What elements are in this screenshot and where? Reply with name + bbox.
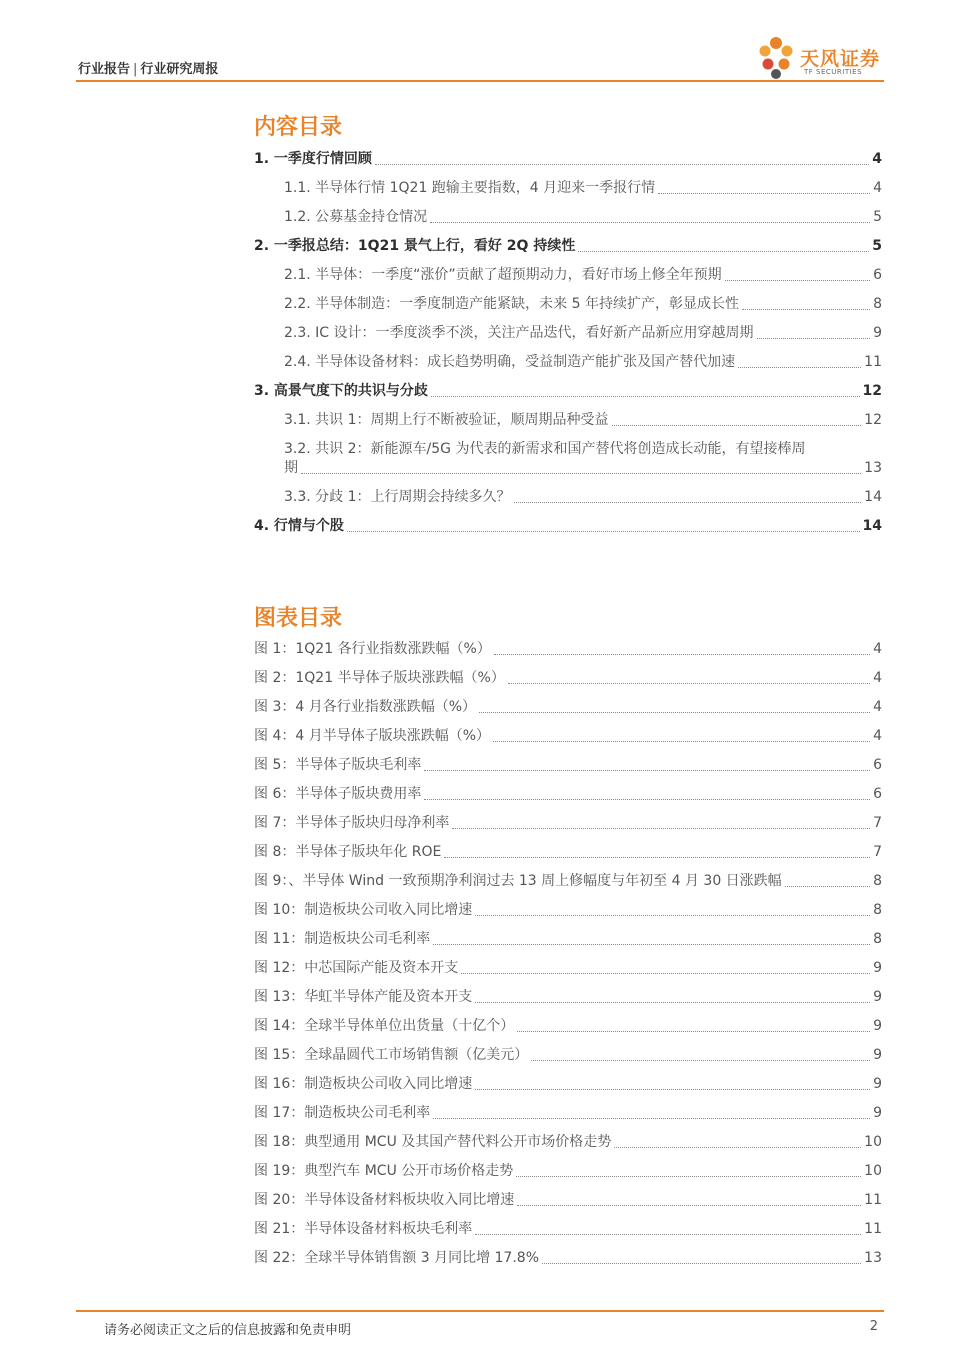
figure-entry-label: 图 1：1Q21 各行业指数涨跌幅（%） bbox=[254, 641, 491, 657]
dot-leader bbox=[757, 338, 871, 339]
figure-entry-page: 7 bbox=[873, 844, 882, 860]
toc-entry-label: 2.3. IC 设计：一季度淡季不淡，关注产品迭代，看好新产品新应用穿越周期 bbox=[284, 325, 754, 341]
figure-entry[interactable] bbox=[254, 727, 882, 746]
dot-leader bbox=[531, 1060, 870, 1061]
dot-leader bbox=[517, 1031, 870, 1032]
toc-entry-label: 2.4. 半导体设备材料：成长趋势明确，受益制造产能扩张及国产替代加速 bbox=[284, 354, 736, 370]
figure-entry-label: 图 20：半导体设备材料板块收入同比增速 bbox=[254, 1192, 515, 1208]
dot-leader bbox=[514, 502, 862, 503]
dot-leader bbox=[578, 251, 869, 252]
figure-entry-label: 图 21：半导体设备材料板块毛利率 bbox=[254, 1221, 473, 1237]
dot-leader bbox=[347, 531, 860, 532]
dot-leader bbox=[494, 654, 870, 655]
disclaimer-text: 请务必阅读正文之后的信息披露和免责申明 bbox=[104, 1323, 352, 1338]
figure-entry-label: 图 9：、半导体 Wind 一致预期净利润过去 13 周上修幅度与年初至 4 月 30 日涨跌幅 bbox=[254, 873, 782, 889]
figure-entry-label: 图 4：4 月半导体子版块涨跌幅（%） bbox=[254, 728, 491, 744]
dot-leader bbox=[444, 857, 870, 858]
breadcrumb-report-type: 行业报告 bbox=[78, 62, 131, 77]
toc-entry-page: 4 bbox=[872, 151, 882, 167]
toc-entry[interactable] bbox=[254, 179, 882, 198]
breadcrumb-separator: | bbox=[133, 62, 138, 77]
page-footer bbox=[76, 1310, 884, 1338]
figure-entry[interactable] bbox=[254, 930, 882, 949]
dot-leader bbox=[614, 1147, 861, 1148]
dot-leader bbox=[493, 741, 870, 742]
dot-leader bbox=[475, 1089, 870, 1090]
dot-leader bbox=[424, 770, 870, 771]
figure-entry[interactable] bbox=[254, 785, 882, 804]
dot-leader bbox=[475, 1002, 870, 1003]
figure-entry-label: 图 5：半导体子版块毛利率 bbox=[254, 757, 422, 773]
toc-entry[interactable] bbox=[254, 517, 882, 536]
figure-entry-page: 4 bbox=[873, 728, 882, 744]
figure-entry-label: 图 10：制造板块公司收入同比增速 bbox=[254, 902, 473, 918]
dot-leader bbox=[433, 1118, 870, 1119]
breadcrumb-report-subtype: 行业研究周报 bbox=[140, 62, 219, 77]
figure-entry-label: 图 6：半导体子版块费用率 bbox=[254, 786, 422, 802]
toc-entry[interactable] bbox=[254, 266, 882, 285]
dot-leader bbox=[433, 944, 870, 945]
dot-leader bbox=[542, 1263, 861, 1264]
figure-entry[interactable] bbox=[254, 1046, 882, 1065]
toc-entry-page: 11 bbox=[864, 354, 882, 370]
figure-entry[interactable] bbox=[254, 959, 882, 978]
dot-leader bbox=[461, 973, 870, 974]
figure-entry[interactable] bbox=[254, 640, 882, 659]
toc-entry[interactable] bbox=[254, 353, 882, 372]
toc-entry-page: 13 bbox=[864, 460, 882, 476]
toc-entry-continuation bbox=[284, 459, 882, 478]
figure-entry-page: 11 bbox=[864, 1192, 882, 1208]
toc-title: 内容目录 bbox=[254, 115, 343, 140]
logo-text: 天风证券 bbox=[800, 48, 881, 70]
figure-entry[interactable] bbox=[254, 843, 882, 862]
figure-entry[interactable] bbox=[254, 814, 882, 833]
figure-entry-page: 9 bbox=[873, 989, 882, 1005]
toc-entry-label: 1. 一季度行情回顾 bbox=[254, 151, 372, 167]
toc-entry[interactable] bbox=[254, 150, 882, 169]
figure-entry-label: 图 8：半导体子版块年化 ROE bbox=[254, 844, 442, 860]
toc-entry-label: 1.1. 半导体行情 1Q21 跑输主要指数，4 月迎来一季报行情 bbox=[284, 180, 656, 196]
toc-entry-label: 3.3. 分歧 1：上行周期会持续多久？ bbox=[284, 489, 511, 505]
figure-list-title: 图表目录 bbox=[254, 606, 343, 631]
dot-leader bbox=[475, 1234, 861, 1235]
figure-entry-label: 图 12：中芯国际产能及资本开支 bbox=[254, 960, 459, 976]
toc-entry[interactable] bbox=[254, 488, 882, 507]
figure-entry-label: 图 17：制造板块公司毛利率 bbox=[254, 1105, 431, 1121]
figure-entry[interactable] bbox=[254, 1191, 882, 1210]
toc-entry-page: 12 bbox=[864, 412, 882, 428]
figure-entry-page: 7 bbox=[873, 815, 882, 831]
toc-entry-label: 2. 一季报总结：1Q21 景气上行，看好 2Q 持续性 bbox=[254, 238, 576, 254]
figure-entry-label: 图 13：华虹半导体产能及资本开支 bbox=[254, 989, 473, 1005]
dot-leader bbox=[516, 1176, 861, 1177]
toc-entry[interactable] bbox=[254, 324, 882, 343]
toc-entry-page: 8 bbox=[873, 296, 882, 312]
toc-entry[interactable] bbox=[254, 208, 882, 227]
toc-entry-label: 2.1. 半导体：一季度“涨价”贡献了超预期动力，看好市场上修全年预期 bbox=[284, 267, 722, 283]
figure-entry-label: 图 16：制造板块公司收入同比增速 bbox=[254, 1076, 473, 1092]
breadcrumb bbox=[78, 58, 218, 77]
figure-entry-page: 8 bbox=[873, 902, 882, 918]
figure-entry-page: 8 bbox=[873, 931, 882, 947]
toc-entry-page: 9 bbox=[873, 325, 882, 341]
figure-entry-page: 6 bbox=[873, 757, 882, 773]
dot-leader bbox=[785, 886, 870, 887]
figure-entry[interactable] bbox=[254, 1017, 882, 1036]
figure-entry-page: 4 bbox=[873, 641, 882, 657]
figure-entry[interactable] bbox=[254, 901, 882, 920]
toc-entry[interactable] bbox=[254, 440, 882, 478]
dot-leader bbox=[430, 222, 870, 223]
dot-leader bbox=[431, 396, 860, 397]
figure-entry[interactable] bbox=[254, 756, 882, 775]
figure-entry[interactable] bbox=[254, 872, 882, 891]
dot-leader bbox=[517, 1205, 861, 1206]
dot-leader bbox=[424, 799, 870, 800]
toc-entry[interactable] bbox=[254, 411, 882, 430]
toc-entry-page: 4 bbox=[873, 180, 882, 196]
toc-entry-label-continued: 期 bbox=[284, 460, 298, 476]
dot-leader bbox=[475, 915, 870, 916]
figure-entry-label: 图 18：典型通用 MCU 及其国产替代料公开市场价格走势 bbox=[254, 1134, 612, 1150]
dot-leader bbox=[479, 712, 870, 713]
figure-entry-label: 图 11：制造板块公司毛利率 bbox=[254, 931, 431, 947]
figure-entry-page: 9 bbox=[873, 1105, 882, 1121]
figure-entry[interactable] bbox=[254, 988, 882, 1007]
figure-entry[interactable] bbox=[254, 1133, 882, 1152]
toc-entry-label: 3.1. 共识 1：周期上行不断被验证，顺周期品种受益 bbox=[284, 412, 609, 428]
toc-entry-page: 12 bbox=[862, 383, 882, 399]
toc-entry-label: 4. 行情与个股 bbox=[254, 518, 344, 534]
figure-entry-page: 10 bbox=[864, 1163, 882, 1179]
figure-entry-label: 图 2：1Q21 半导体子版块涨跌幅（%） bbox=[254, 670, 505, 686]
dot-leader bbox=[508, 683, 870, 684]
logo-subtext: TF SECURITIES bbox=[804, 68, 863, 76]
figure-entry-label: 图 22：全球半导体销售额 3 月同比增 17.8% bbox=[254, 1250, 539, 1266]
figure-entry-label: 图 14：全球半导体单位出货量（十亿个） bbox=[254, 1018, 515, 1034]
dot-leader bbox=[612, 425, 862, 426]
figure-entry-page: 4 bbox=[873, 670, 882, 686]
figure-entry-page: 9 bbox=[873, 1047, 882, 1063]
toc-entry[interactable] bbox=[254, 295, 882, 314]
figure-entry-page: 8 bbox=[873, 873, 882, 889]
dot-leader bbox=[452, 828, 870, 829]
figure-entry-label: 图 15：全球晶圆代工市场销售额（亿美元） bbox=[254, 1047, 529, 1063]
figure-entry-label: 图 7：半导体子版块归母净利率 bbox=[254, 815, 450, 831]
figure-entry[interactable] bbox=[254, 669, 882, 688]
toc-entry-page: 5 bbox=[872, 238, 882, 254]
figure-entry-page: 13 bbox=[864, 1250, 882, 1266]
toc-entry-page: 5 bbox=[873, 209, 882, 225]
figure-entry[interactable] bbox=[254, 1075, 882, 1094]
dot-leader bbox=[725, 280, 870, 281]
toc-entry-label: 3.2. 共识 2：新能源车/5G 为代表的新需求和国产替代将创造成长动能，有望接棒周 bbox=[284, 441, 806, 457]
toc-entry-label: 3. 高景气度下的共识与分歧 bbox=[254, 383, 428, 399]
figure-entry-label: 图 19：典型汽车 MCU 公开市场价格走势 bbox=[254, 1163, 514, 1179]
figure-entry-page: 4 bbox=[873, 699, 882, 715]
company-logo bbox=[754, 34, 884, 80]
page-number: 2 bbox=[869, 1319, 878, 1334]
figure-entry[interactable] bbox=[254, 1220, 882, 1239]
toc-entry-page: 14 bbox=[864, 489, 882, 505]
figure-entry[interactable] bbox=[254, 1104, 882, 1123]
figure-entry-page: 9 bbox=[873, 960, 882, 976]
toc-entry-label: 2.2. 半导体制造：一季度制造产能紧缺，未来 5 年持续扩产，彰显成长性 bbox=[284, 296, 739, 312]
figure-entry-page: 9 bbox=[873, 1076, 882, 1092]
toc-entry-page: 6 bbox=[873, 267, 882, 283]
figure-entry[interactable] bbox=[254, 1162, 882, 1181]
figure-entry-label: 图 3：4 月各行业指数涨跌幅（%） bbox=[254, 699, 477, 715]
toc-entry-page: 14 bbox=[862, 518, 882, 534]
figure-entry-page: 11 bbox=[864, 1221, 882, 1237]
figure-entry-page: 10 bbox=[864, 1134, 882, 1150]
dot-leader bbox=[658, 193, 870, 194]
figure-entry[interactable] bbox=[254, 698, 882, 717]
figure-entry-page: 9 bbox=[873, 1018, 882, 1034]
toc-entry-label: 1.2. 公募基金持仓情况 bbox=[284, 209, 428, 225]
page-header bbox=[76, 0, 884, 82]
flower-logo-icon bbox=[754, 34, 798, 80]
dot-leader bbox=[738, 367, 861, 368]
dot-leader bbox=[375, 164, 869, 165]
dot-leader bbox=[742, 309, 870, 310]
toc-entry[interactable] bbox=[254, 382, 882, 401]
figure-entry[interactable] bbox=[254, 1249, 882, 1268]
dot-leader bbox=[301, 473, 861, 474]
figure-entry-page: 6 bbox=[873, 786, 882, 802]
toc-entry[interactable] bbox=[254, 237, 882, 256]
